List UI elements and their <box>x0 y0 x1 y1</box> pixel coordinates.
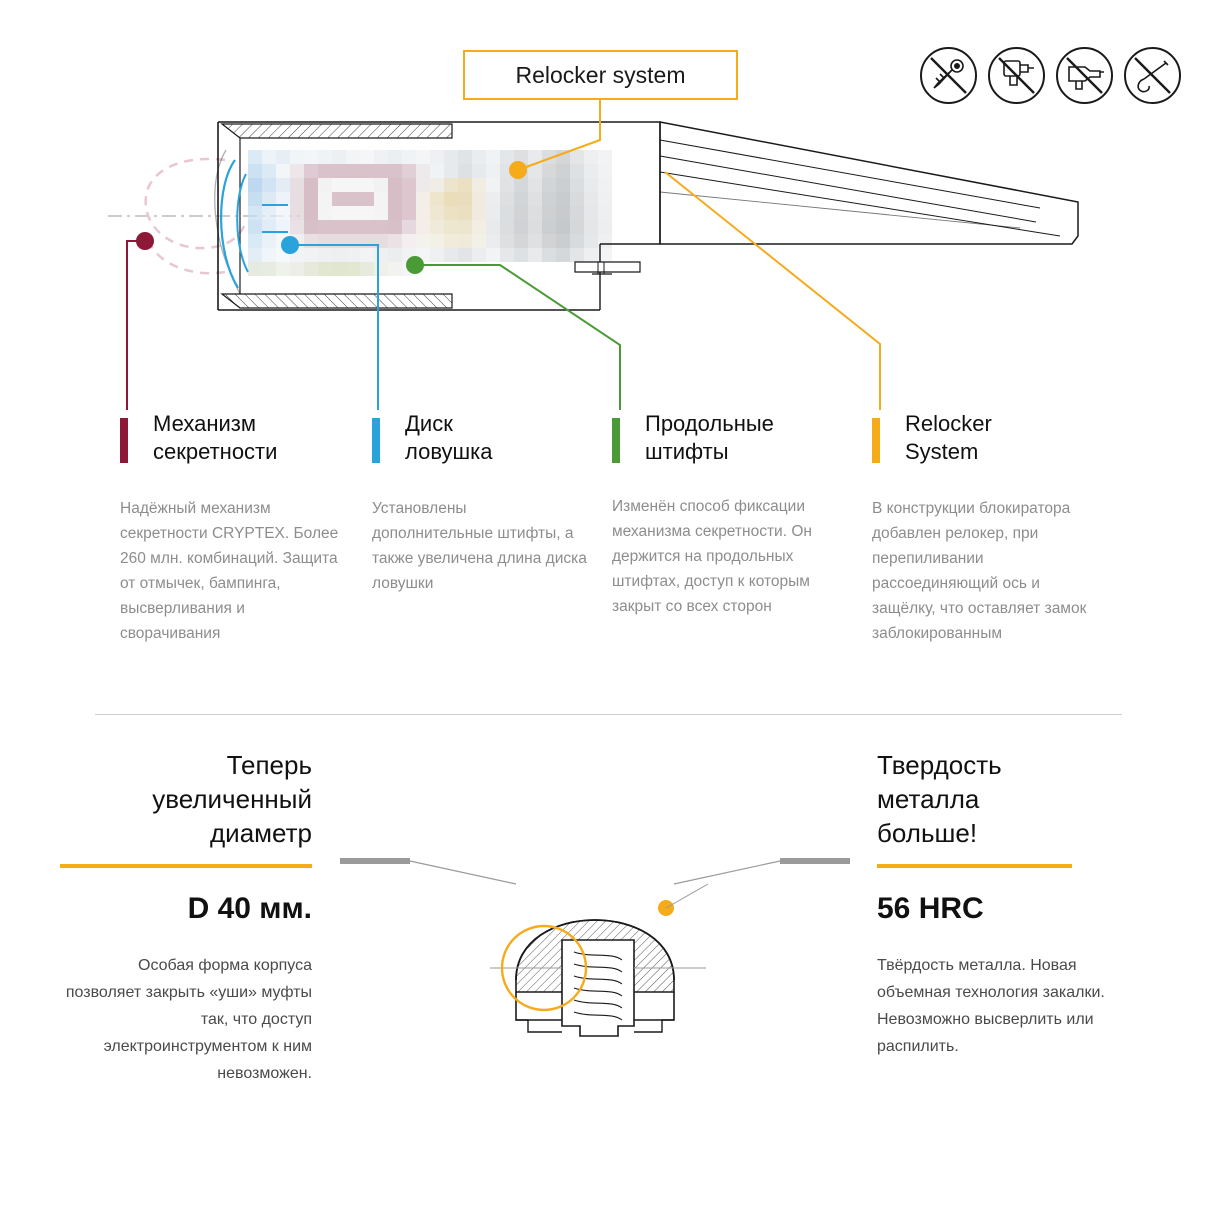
feature-title-line2: System <box>905 439 979 464</box>
feature-longitudinal-pins <box>612 410 837 619</box>
feature-secrecy <box>120 410 345 646</box>
feature-heading <box>120 410 345 472</box>
feature-description: В конструкции блокиратора добавлен релокер, при перепиливании рассоединяющий ось и защёлку, что оставляет замок заблокированным <box>872 500 1087 642</box>
bottom-right-description: Твёрдость металла. Новая объемная технология закалки. Невозможно высверлить или распилить. <box>877 957 1105 1055</box>
bottom-left-title-line3: диаметр <box>210 818 312 848</box>
bottom-left-title <box>60 748 312 850</box>
marker-relocker-top <box>509 161 527 179</box>
feature-color-bar <box>120 418 128 463</box>
feature-heading <box>872 410 1102 472</box>
bottom-right-title-line1: Твердость <box>877 750 1002 780</box>
bottom-left-value: D 40 мм. <box>187 892 312 925</box>
feature-disc-trap <box>372 410 587 596</box>
feature-title-line2: ловушка <box>405 439 493 464</box>
feature-description: Изменён способ фиксации механизма секретности. Он держится на продольных штифтах, доступ к которым закрыт со всех сторон <box>612 498 812 615</box>
feature-columns <box>0 410 1217 700</box>
lock-cutaway-drawing <box>0 0 1217 420</box>
bottom-right-title-line2: металла <box>877 784 980 814</box>
feature-heading <box>372 410 587 472</box>
feature-title-line2: секретности <box>153 439 278 464</box>
bottom-hardness-block <box>877 748 1127 1060</box>
bottom-right-title <box>877 748 1127 850</box>
feature-title-line1: Диск <box>405 411 453 436</box>
feature-relocker-system <box>872 410 1102 646</box>
feature-color-bar <box>612 418 620 463</box>
bottom-right-value: 56 HRC <box>877 892 984 925</box>
bottom-left-title-line1: Теперь <box>226 750 312 780</box>
bolt-cross-section-drawing <box>330 840 860 1070</box>
relocker-callout-label: Relocker system <box>515 61 686 88</box>
feature-color-bar <box>372 418 380 463</box>
bottom-left-title-line2: увеличенный <box>152 784 312 814</box>
feature-title-line1: Relocker <box>905 411 992 436</box>
feature-title-line1: Продольные <box>645 411 774 436</box>
bottom-diameter-block <box>60 748 312 1087</box>
bottom-left-description: Особая форма корпуса позволяет закрыть «уши» муфты так, что доступ электроинструментом к ним невозможен. <box>65 957 312 1082</box>
section-divider <box>95 714 1122 715</box>
feature-title-line1: Механизм <box>153 411 256 436</box>
feature-heading <box>612 410 837 472</box>
feature-description: Надёжный механизм секретности CRYPTEX. Более 260 млн. комбинаций. Защита от отмычек, бампинга, высверливания и сворачивания <box>120 500 339 642</box>
feature-title-line2: штифты <box>645 439 729 464</box>
feature-description: Установлены дополнительные штифты, а также увеличена длина диска ловушки <box>372 500 587 592</box>
bottom-right-title-line3: больше! <box>877 818 978 848</box>
bottom-left-rule <box>60 864 312 868</box>
bottom-right-rule <box>877 864 1072 868</box>
feature-color-bar <box>872 418 880 463</box>
